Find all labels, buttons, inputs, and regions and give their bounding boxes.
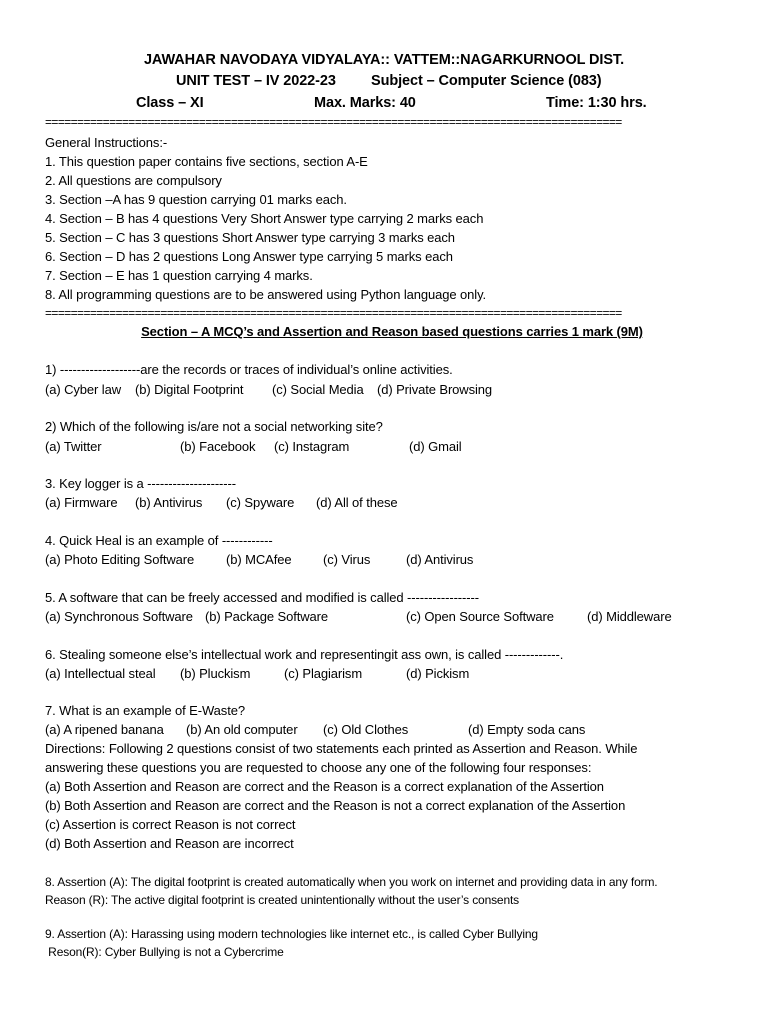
section-a-title: Section – A MCQ’s and Assertion and Reason based questions carries 1 mark (9M)	[141, 324, 643, 339]
question-9-reason: Reson(R): Cyber Bullying is not a Cybercrime	[45, 945, 284, 959]
question-4: 4. Quick Heal is an example of ------------	[45, 533, 273, 548]
instruction-item: 7. Section – E has 1 question carrying 4 marks.	[45, 268, 313, 283]
q1-option-c: (c) Social Media	[272, 382, 364, 397]
max-marks-label: Max. Marks: 40	[314, 95, 416, 111]
question-9-assertion: 9. Assertion (A): Harassing using modern technologies like internet etc., is called Cyber Bullying	[45, 927, 538, 941]
question-1: 1) -------------------are the records or traces of individual’s online activities.	[45, 362, 453, 377]
q1-option-a: (a) Cyber law	[45, 382, 121, 397]
q6-option-b: (b) Pluckism	[180, 666, 251, 681]
instruction-item: 5. Section – C has 3 questions Short Answer type carrying 3 marks each	[45, 230, 455, 245]
subject-title: Subject – Computer Science (083)	[371, 73, 602, 89]
directions-option-a: (a) Both Assertion and Reason are correct and the Reason is a correct explanation of the Assertion	[45, 779, 604, 794]
question-3: 3. Key logger is a ---------------------	[45, 476, 236, 491]
instruction-item: 3. Section –A has 9 question carrying 01 marks each.	[45, 192, 347, 207]
q5-option-a: (a) Synchronous Software	[45, 609, 193, 624]
q6-option-a: (a) Intellectual steal	[45, 666, 156, 681]
directions-option-b: (b) Both Assertion and Reason are correct and the Reason is not a correct explanation of the Assertion	[45, 798, 626, 813]
directions-option-d: (d) Both Assertion and Reason are incorrect	[45, 836, 294, 851]
q1-option-b: (b) Digital Footprint	[135, 382, 244, 397]
school-name: JAWAHAR NAVODAYA VIDYALAYA:: VATTEM::NAGARKURNOOL DIST.	[143, 52, 625, 68]
q2-option-a: (a) Twitter	[45, 439, 102, 454]
directions-line-2: answering these questions you are requested to choose any one of the following four responses:	[45, 760, 592, 775]
instructions-heading: General Instructions:-	[45, 135, 168, 150]
q6-option-d: (d) Pickism	[406, 666, 470, 681]
separator-top: ==========================================================================================	[45, 115, 622, 129]
q7-option-d: (d) Empty soda cans	[468, 722, 586, 737]
q2-option-b: (b) Facebook	[180, 439, 256, 454]
question-6: 6. Stealing someone else’s intellectual work and representingit ass own, is called -------------.	[45, 647, 564, 662]
q5-option-d: (d) Middleware	[587, 609, 672, 624]
test-title: UNIT TEST – IV 2022-23	[176, 73, 336, 89]
class-label: Class – XI	[136, 95, 204, 111]
q7-option-b: (b) An old computer	[186, 722, 298, 737]
q6-option-c: (c) Plagiarism	[284, 666, 363, 681]
question-2: 2) Which of the following is/are not a social networking site?	[45, 419, 383, 434]
q3-option-d: (d) All of these	[316, 495, 398, 510]
question-8-assertion: 8. Assertion (A): The digital footprint is created automatically when you work on internet and providing data in any form.	[45, 875, 658, 889]
time-label: Time: 1:30 hrs.	[546, 95, 647, 111]
instruction-item: 4. Section – B has 4 questions Very Short Answer type carrying 2 marks each	[45, 211, 484, 226]
question-5: 5. A software that can be freely accessed and modified is called -----------------	[45, 590, 479, 605]
q2-option-c: (c) Instagram	[274, 439, 350, 454]
q2-option-d: (d) Gmail	[409, 439, 462, 454]
instruction-item: 2. All questions are compulsory	[45, 173, 222, 188]
q3-option-a: (a) Firmware	[45, 495, 118, 510]
q4-option-a: (a) Photo Editing Software	[45, 552, 195, 567]
q1-option-d: (d) Private Browsing	[377, 382, 493, 397]
directions-option-c: (c) Assertion is correct Reason is not correct	[45, 817, 296, 832]
q7-option-a: (a) A ripened banana	[45, 722, 164, 737]
q7-option-c: (c) Old Clothes	[323, 722, 409, 737]
q4-option-d: (d) Antivirus	[406, 552, 474, 567]
instruction-item: 1. This question paper contains five sections, section A-E	[45, 154, 368, 169]
question-7: 7. What is an example of E-Waste?	[45, 703, 245, 718]
directions-line-1: Directions: Following 2 questions consist of two statements each printed as Assertion and Reason. While	[45, 741, 638, 756]
q5-option-c: (c) Open Source Software	[406, 609, 554, 624]
separator-bottom: ==========================================================================================	[45, 306, 622, 320]
instruction-item: 6. Section – D has 2 questions Long Answer type carrying 5 marks each	[45, 249, 453, 264]
instruction-item: 8. All programming questions are to be answered using Python language only.	[45, 287, 487, 302]
q3-option-b: (b) Antivirus	[135, 495, 203, 510]
question-8-reason: Reason (R): The active digital footprint is created unintentionally without the user’s consents	[45, 893, 520, 907]
q4-option-b: (b) MCAfee	[226, 552, 292, 567]
q4-option-c: (c) Virus	[323, 552, 371, 567]
q3-option-c: (c) Spyware	[226, 495, 295, 510]
q5-option-b: (b) Package Software	[205, 609, 329, 624]
